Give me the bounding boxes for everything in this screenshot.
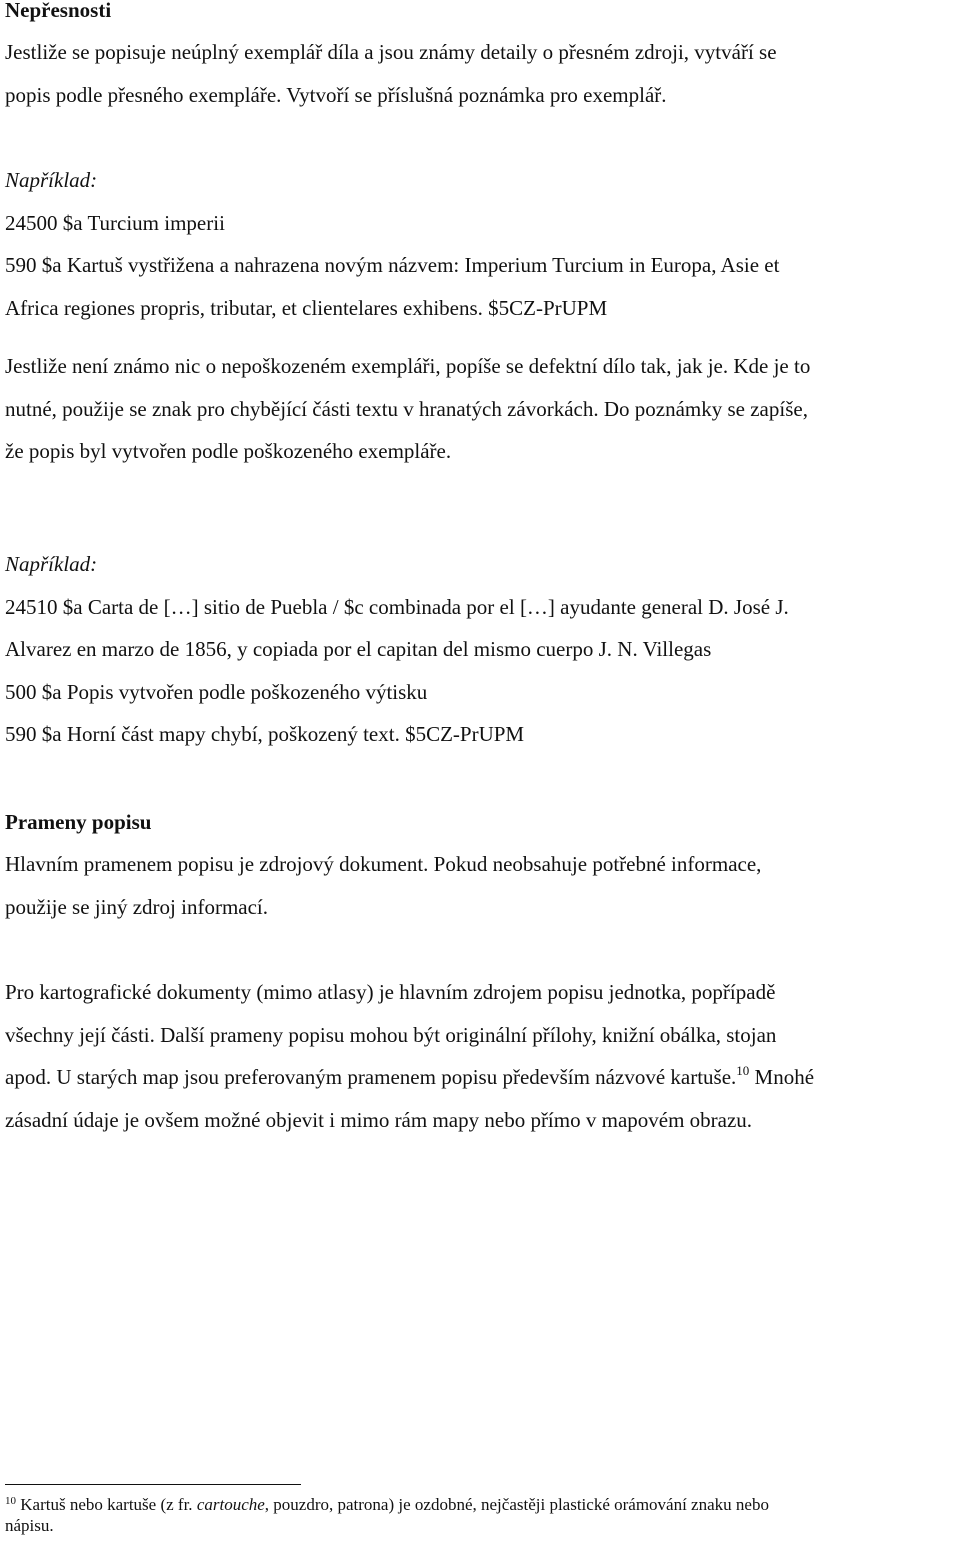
text-run: Mnohé — [749, 1065, 815, 1089]
footnote-10 — [5, 1494, 955, 1536]
text-line: Jestliže není známo nic o nepoškozeném exempláři, popíše se defektní dílo tak, jak je. Kde je to — [5, 354, 811, 378]
section-heading-nepresnosti — [5, 0, 955, 32]
footnote-line: nápisu. — [5, 1516, 54, 1535]
footnote-text: , pouzdro, patrona) je ozdobné, nejčastěji plastické orámování znaku nebo — [264, 1495, 769, 1514]
text-line: zásadní údaje je ovšem možné objevit i mimo rám mapy nebo přímo v mapovém obrazu. — [5, 1107, 753, 1132]
text-run: apod. U starých map jsou preferovaným pramenem popisu především názvové kartuše. — [5, 1065, 737, 1089]
footnote-line — [5, 1494, 955, 1515]
footnote-reference[interactable]: 10 — [736, 1063, 750, 1078]
text-line: nutné, použije se znak pro chybějící části textu v hranatých závorkách. Do poznámky se zapíše, — [5, 396, 808, 421]
heading-text: Nepřesnosti — [5, 0, 112, 22]
example-label: Například: — [5, 168, 98, 192]
example-block-1 — [5, 159, 955, 329]
footnote-number: 10 — [5, 1495, 16, 1507]
text-line: použije se jiný zdroj informací. — [5, 894, 269, 919]
text-line: všechny její části. Další prameny popisu mohou být originální přílohy, knižní obálka, stojan — [5, 1022, 777, 1047]
text-line: Jestliže se popisuje neúplný exemplář díla a jsou známy detaily o přesném zdroji, vytváří se — [5, 40, 777, 64]
paragraph-main-source — [5, 843, 955, 928]
example-line: Africa regiones propris, tributar, et clientelares exhibens. $5CZ-PrUPM — [5, 295, 608, 320]
text-line: Pro kartografické dokumenty (mimo atlasy) je hlavním zdrojem popisu jednotka, popřípadě — [5, 980, 776, 1004]
example-label: Například: — [5, 552, 98, 576]
example-line: 590 $a Horní část mapy chybí, poškozený text. $5CZ-PrUPM — [5, 722, 525, 746]
example-line: Alvarez en marzo de 1856, y copiada por el capitan del mismo cuerpo J. N. Villegas — [5, 637, 712, 661]
footnote-separator — [5, 1484, 301, 1485]
footnote-text: Kartuš nebo kartuše (z fr. — [16, 1495, 197, 1514]
example-line: 590 $a Kartuš vystřižena a nahrazena novým názvem: Imperium Turcium in Europa, Asie et — [5, 253, 780, 277]
footnote-italic-term: cartouche — [196, 1495, 265, 1514]
section-heading-prameny-popisu — [5, 801, 955, 844]
paragraph-cartographic-sources — [5, 971, 955, 1141]
example-block-2 — [5, 543, 955, 756]
text-line: Hlavním pramenem popisu je zdrojový dokument. Pokud neobsahuje potřebné informace, — [5, 852, 762, 876]
example-line: 24500 $a Turcium imperii — [5, 210, 225, 235]
text-line: že popis byl vytvořen podle poškozeného exempláře. — [5, 439, 452, 463]
paragraph-incomplete-copy — [5, 31, 955, 116]
text-line: popis podle přesného exempláře. Vytvoří se příslušná poznámka pro exemplář. — [5, 82, 667, 107]
example-line: 24510 $a Carta de […] sitio de Puebla / $c combinada por el […] ayudante general D. José J. — [5, 594, 789, 619]
heading-text: Prameny popisu — [5, 810, 152, 834]
paragraph-damaged-copy — [5, 345, 955, 473]
example-line: 500 $a Popis vytvořen podle poškozeného výtisku — [5, 679, 428, 704]
text-line — [5, 1056, 955, 1099]
